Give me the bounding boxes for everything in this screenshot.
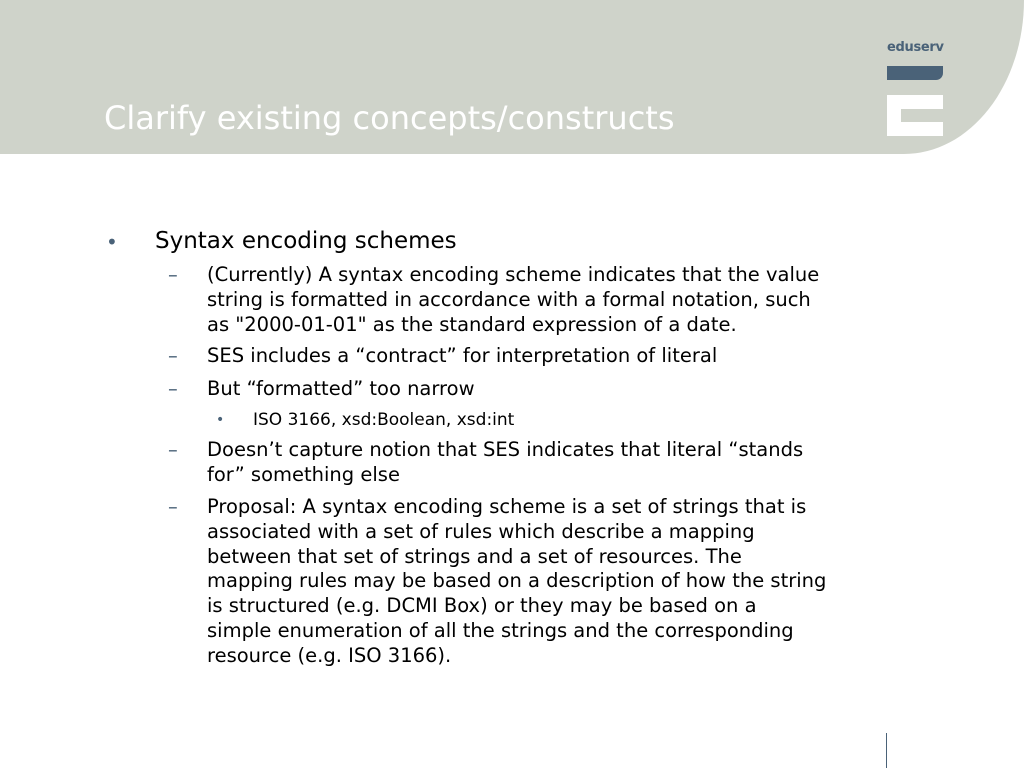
list-item	[207, 344, 947, 369]
dash-icon: –	[168, 344, 178, 367]
list-item-line: mapping rules may be based on a description of how the string	[207, 569, 827, 593]
list-item-line: SES includes a “contract” for interpretation of literal	[207, 344, 718, 367]
list-item-line: (Currently) A syntax encoding scheme indicates that the value	[207, 263, 820, 286]
list-item	[207, 377, 947, 402]
topic-heading: Syntax encoding schemes	[155, 228, 457, 254]
logo-wordmark: eduserv	[887, 40, 944, 55]
list-item	[207, 438, 947, 488]
list-item-line: as "2000-01-01" as the standard expression of a date.	[207, 312, 737, 336]
sub-list-item: ISO 3166, xsd:Boolean, xsd:int	[253, 410, 515, 430]
list-item-line: between that set of strings and a set of resources. The	[207, 544, 742, 568]
list-item-line: string is formatted in accordance with a formal notation, such	[207, 287, 811, 311]
dash-icon: –	[168, 495, 178, 518]
list-item-line: simple enumeration of all the strings and the corresponding	[207, 618, 794, 642]
list-item-line: is structured (e.g. DCMI Box) or they may be based on a	[207, 594, 757, 618]
list-item-line: But “formatted” too narrow	[207, 377, 475, 400]
list-item-line: resource (e.g. ISO 3166).	[207, 643, 452, 667]
dash-icon: –	[168, 438, 178, 461]
list-item-line: Doesn’t capture notion that SES indicates that literal “stands	[207, 438, 804, 461]
list-item	[207, 495, 947, 669]
slide-title: Clarify existing concepts/constructs	[104, 99, 675, 137]
dash-icon: –	[168, 263, 178, 286]
footer-divider	[886, 733, 887, 768]
list-item	[207, 263, 947, 337]
bullet-dot-icon: •	[106, 230, 118, 254]
list-item-line: for” something else	[207, 462, 400, 486]
dash-icon: –	[168, 377, 178, 400]
list-item-line: associated with a set of rules which describe a mapping	[207, 519, 755, 543]
list-item-line: Proposal: A syntax encoding scheme is a set of strings that is	[207, 495, 807, 518]
small-bullet-dot-icon: •	[216, 412, 225, 428]
